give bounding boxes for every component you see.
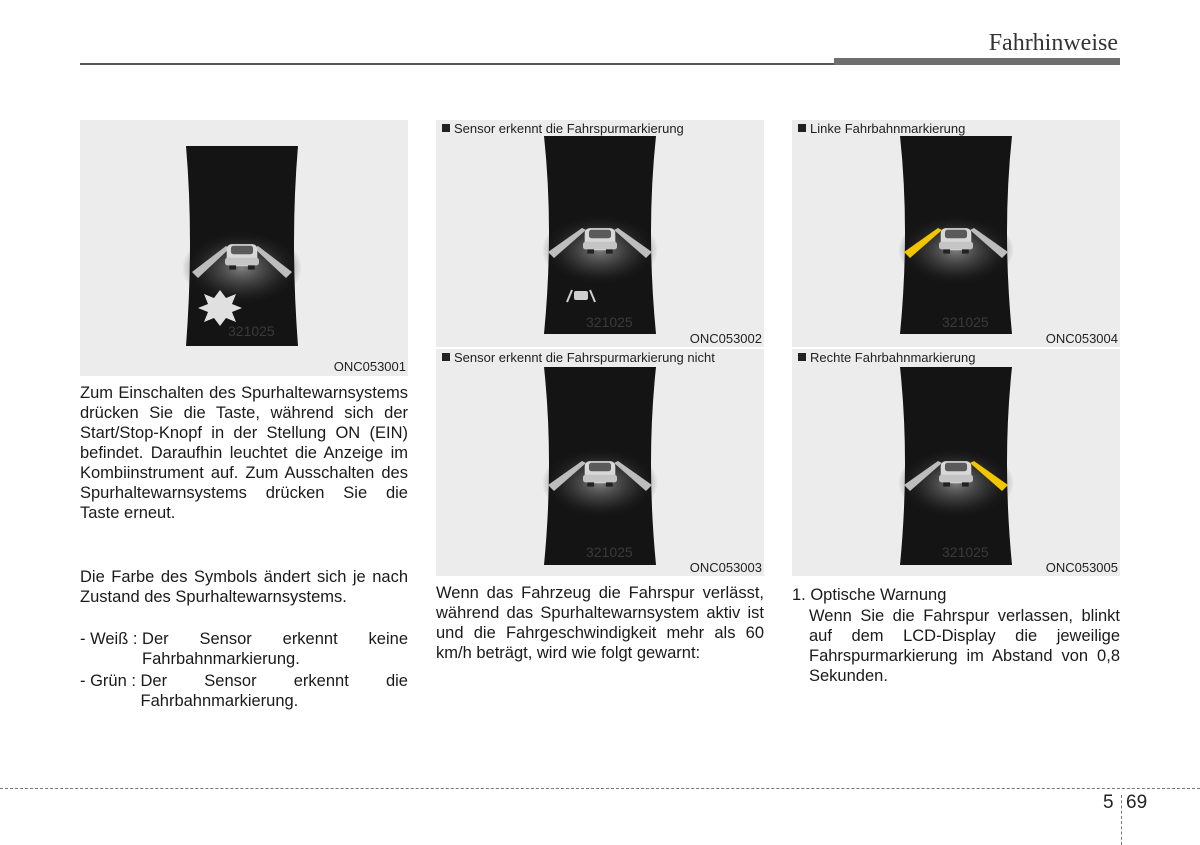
figure-code: ONC053003 [689, 560, 762, 575]
figure-code: ONC053002 [689, 331, 762, 346]
figure-caption: Sensor erkennt die Fahrspurmarkierung [442, 121, 684, 136]
figure-code: ONC053005 [1045, 560, 1118, 575]
paragraph-warning-condition: Wenn das Fahrzeug die Fahrspur verlässt, während das Spurhaltewarnsystem aktiv ist und die Fahrgeschwindigkeit mehr als 60 km/h beträgt, wird wie folgt gewarnt: [436, 584, 764, 662]
figure-code: ONC053001 [333, 359, 406, 374]
figure-caption: Linke Fahrbahnmarkierung [798, 121, 965, 136]
header-rule [80, 63, 840, 65]
odometer-readout: 321025 [586, 314, 633, 330]
figure-caption: Rechte Fahrbahnmarkierung [798, 350, 975, 365]
figure-lane-switch-indicator [80, 120, 408, 376]
chapter-number: 5 [1103, 792, 1114, 813]
odometer-readout: 321025 [942, 314, 989, 330]
lane-warning-burst-icon [198, 290, 242, 326]
footer-rule [0, 788, 1200, 789]
list-item: - Grün : Der Sensor erkennt die Fahrbahnmarkierung. [80, 672, 408, 710]
optical-warning-title: 1. Optische Warnung [792, 586, 947, 604]
page-number: 69 [1126, 792, 1148, 813]
figure-sensor-detects [436, 120, 764, 347]
odometer-readout: 321025 [228, 323, 275, 339]
optical-warning-text: Wenn Sie die Fahrspur verlassen, blinkt auf dem LCD-Display die jeweilige Fahrspurmarkierung im Abstand von 0,8 Sekunden. [809, 607, 1120, 685]
figure-caption: Sensor erkennt die Fahrspurmarkierung nicht [442, 350, 715, 365]
paragraph-switch-on: Zum Einschalten des Spurhaltewarnsystems drücken Sie die Taste, während sich der Start/Stop-Knopf in der Stellung ON (EIN) befindet. Daraufhin leuchtet die Anzeige im Kombiinstrument auf. Zum Ausschalten des Spurhaltewarnsystems drücken Sie die Taste erneut. [80, 384, 408, 522]
figure-right-lane-marking [792, 349, 1120, 576]
list-item: - Weiß : Der Sensor erkennt keine Fahrbahnmarkierung. [80, 630, 408, 668]
odometer-readout: 321025 [942, 544, 989, 560]
color-legend-list [80, 629, 408, 711]
odometer-readout: 321025 [586, 544, 633, 560]
footer-divider [1121, 795, 1122, 845]
header-rule-accent [834, 58, 1120, 65]
figure-code: ONC053004 [1045, 331, 1118, 346]
paragraph-symbol-color: Die Farbe des Symbols ändert sich je nach Zustand des Spurhaltewarnsystems. [80, 568, 408, 606]
figure-left-lane-marking [792, 120, 1120, 347]
page-header-title: Fahrhinweise [988, 30, 1118, 56]
figure-sensor-not-detects [436, 349, 764, 576]
